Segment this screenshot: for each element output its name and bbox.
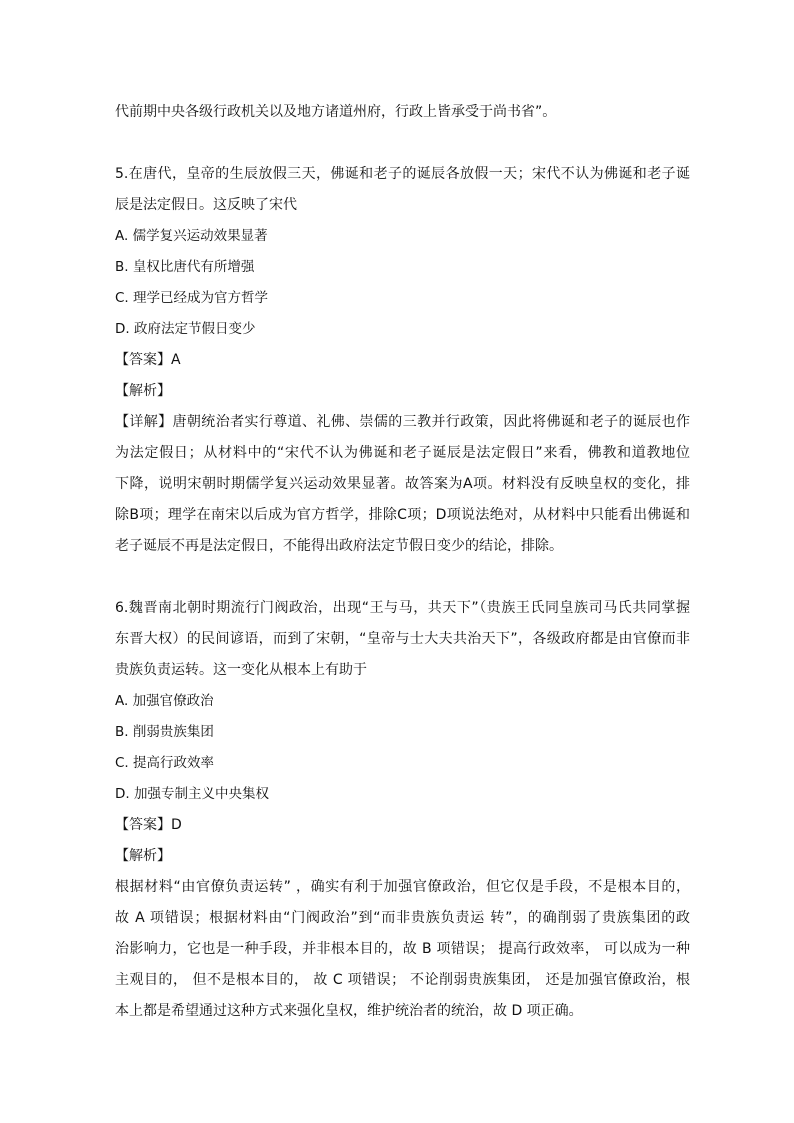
question-5-stem-line-1: 5.在唐代，皇帝的生辰放假三天，佛诞和老子的诞辰各放假一天；宋代不认为佛诞和老子诞 [115,166,690,182]
question-6-option-b: B. 削弱贵族集团 [115,724,214,740]
question-5-analysis-line-5: 老子诞辰不再是法定假日，不能得出政府法定节假日变少的结论，排除。 [115,538,563,554]
question-5-answer: 【答案】A [115,352,181,368]
question-6-analysis-line-4: 主观目的， 但不是根本目的， 故 C 项错误； 不论削弱贵族集团， 还是加强官僚政治，根 [115,972,690,988]
question-6-analysis-line-1: 根据材料“由官僚负责运转” ，确实有利于加强官僚政治，但它仅是手段，不是根本目的， [115,879,690,895]
question-6-analysis-line-3: 治影响力，它也是一种手段，并非根本目的，故 B 项错误； 提高行政效率， 可以成为一种 [115,941,690,957]
question-6-option-a: A. 加强官僚政治 [115,693,214,709]
question-6-answer: 【答案】D [115,817,182,833]
question-6-option-d: D. 加强专制主义中央集权 [115,786,269,802]
question-5-analysis-line-1: 【详解】唐朝统治者实行尊道、礼佛、崇儒的三教并行政策，因此将佛诞和老子的诞辰也作 [115,414,690,430]
question-5-analysis-line-2: 为法定假日；从材料中的“宋代不认为佛诞和老子诞辰是法定假日”来看，佛教和道教地位 [115,445,690,461]
question-6-option-c: C. 提高行政效率 [115,755,215,771]
question-5-analysis-title: 【解析】 [115,383,171,399]
question-6-stem-line-1: 6.魏晋南北朝时期流行门阀政治，出现“王与马，共天下”（贵族王氏同皇族司马氏共同掌握 [115,600,690,616]
question-5-option-c: C. 理学已经成为官方哲学 [115,290,269,306]
intro-text-line: 代前期中央各级行政机关以及地方诸道州府，行政上皆承受于尚书省”。 [115,104,557,120]
question-5-analysis-line-3: 下降，说明宋朝时期儒学复兴运动效果显著。故答案为A项。材料没有反映皇权的变化，排 [115,476,690,492]
question-6-stem-line-2: 东晋大权）的民间谚语，而到了宋朝，“皇帝与士大夫共治天下”，各级政府都是由官僚而非 [115,631,690,647]
question-6-stem-line-3: 贵族负责运转。这一变化从根本上有助于 [115,662,367,678]
question-5-analysis-line-4: 除B项；理学在南宋以后成为官方哲学，排除C项；D项说法绝对，从材料中只能看出佛诞和 [115,507,690,523]
question-5-stem-line-2: 辰是法定假日。这反映了宋代 [115,197,297,213]
question-5-option-a: A. 儒学复兴运动效果显著 [115,228,268,244]
question-6-analysis-title: 【解析】 [115,848,171,864]
question-6-analysis-line-2: 故 A 项错误；根据材料由“门阀政治”到“而非贵族负责运 转”，的确削弱了贵族集团的政 [115,910,690,926]
question-6-analysis-line-5: 本上都是希望通过这种方式来强化皇权，维护统治者的统治，故 D 项正确。 [115,1003,583,1019]
question-5-option-d: D. 政府法定节假日变少 [115,321,256,337]
question-5-option-b: B. 皇权比唐代有所增强 [115,259,255,275]
